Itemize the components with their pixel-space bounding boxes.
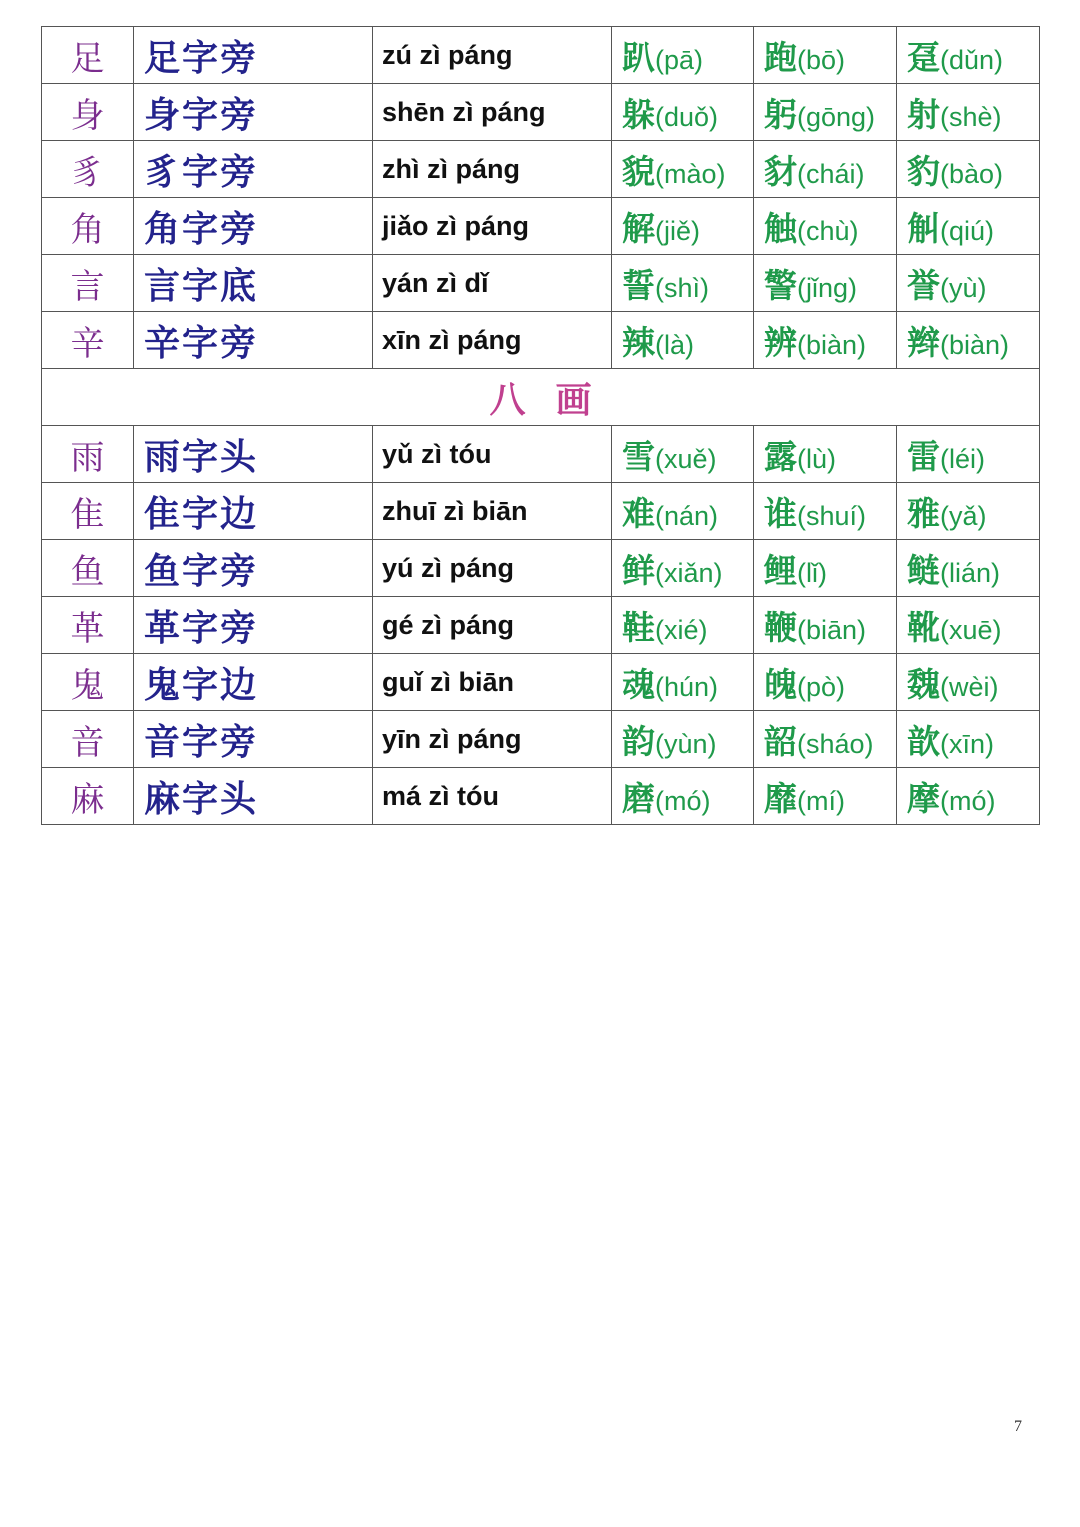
example-pinyin: (pā) [655, 44, 704, 75]
example-pinyin: (qiú) [940, 215, 995, 246]
example-char: 豺 [764, 151, 797, 191]
example-pinyin: (shuí) [797, 500, 867, 531]
example-cell [612, 84, 754, 141]
example-cell [754, 426, 897, 483]
radical-pinyin: jiǎo zì páng [373, 198, 612, 255]
example-cell [612, 27, 754, 84]
radical-name: 言字底 [134, 255, 373, 312]
example-cell [612, 654, 754, 711]
example-pinyin: (jiě) [655, 215, 700, 246]
example-char: 辣 [622, 322, 655, 362]
example-char: 鲢 [907, 550, 940, 590]
rows-before-section [42, 27, 1040, 369]
radical-char: 鬼 [42, 654, 134, 711]
example-pinyin: (biàn) [797, 329, 867, 360]
example-cell [754, 312, 897, 369]
radical-char: 音 [42, 711, 134, 768]
example-char: 谁 [764, 493, 797, 533]
example-char: 誓 [622, 265, 655, 305]
example-cell [754, 654, 897, 711]
example-pinyin: (nán) [655, 500, 719, 531]
radical-name: 鬼字边 [134, 654, 373, 711]
example-char: 魂 [622, 664, 655, 704]
section-heading: 八画 [42, 369, 1040, 426]
radical-pinyin: yǔ zì tóu [373, 426, 612, 483]
radical-pinyin: yīn zì páng [373, 711, 612, 768]
radical-char: 足 [42, 27, 134, 84]
radical-pinyin: zú zì páng [373, 27, 612, 84]
example-cell [754, 768, 897, 825]
example-pinyin: (yǎ) [940, 500, 987, 531]
example-char: 露 [764, 436, 797, 476]
radical-char: 身 [42, 84, 134, 141]
example-cell [754, 540, 897, 597]
example-char: 难 [622, 493, 655, 533]
radical-pinyin: yán zì dǐ [373, 255, 612, 312]
radical-name: 麻字头 [134, 768, 373, 825]
example-char: 雪 [622, 436, 655, 476]
example-cell [897, 198, 1040, 255]
example-char: 韵 [622, 721, 655, 761]
radical-row [42, 255, 1040, 312]
rows-after-section [42, 426, 1040, 825]
example-cell [612, 141, 754, 198]
example-char: 解 [622, 208, 655, 248]
example-pinyin: (mào) [655, 158, 726, 189]
example-cell [612, 540, 754, 597]
radical-char: 辛 [42, 312, 134, 369]
example-pinyin: (lián) [940, 557, 1001, 588]
example-pinyin: (yù) [940, 272, 987, 303]
example-char: 韶 [764, 721, 797, 761]
radical-table [41, 26, 1040, 825]
radical-char: 雨 [42, 426, 134, 483]
radical-pinyin: xīn zì páng [373, 312, 612, 369]
example-pinyin: (jǐng) [797, 272, 858, 303]
example-char: 跑 [764, 37, 797, 77]
example-pinyin: (mó) [655, 785, 711, 816]
example-cell [612, 255, 754, 312]
example-pinyin: (xié) [655, 614, 708, 645]
example-char: 躲 [622, 94, 655, 134]
example-cell [897, 255, 1040, 312]
radical-row [42, 597, 1040, 654]
radical-name: 身字旁 [134, 84, 373, 141]
example-pinyin: (chù) [797, 215, 859, 246]
example-char: 磨 [622, 778, 655, 818]
example-pinyin: (dǔn) [940, 44, 1004, 75]
example-cell [897, 312, 1040, 369]
radical-name: 足字旁 [134, 27, 373, 84]
example-char: 魏 [907, 664, 940, 704]
radical-pinyin: shēn zì páng [373, 84, 612, 141]
radical-char: 言 [42, 255, 134, 312]
example-cell [612, 768, 754, 825]
example-pinyin: (yùn) [655, 728, 717, 759]
example-pinyin: (mí) [797, 785, 845, 816]
example-cell [612, 483, 754, 540]
example-char: 靡 [764, 778, 797, 818]
radical-row [42, 312, 1040, 369]
radical-char: 麻 [42, 768, 134, 825]
example-char: 摩 [907, 778, 940, 818]
example-char: 鲤 [764, 550, 797, 590]
example-cell [897, 141, 1040, 198]
example-pinyin: (mó) [940, 785, 996, 816]
radical-char: 革 [42, 597, 134, 654]
page-number: 7 [1014, 1418, 1022, 1435]
example-cell [754, 27, 897, 84]
radical-row [42, 654, 1040, 711]
radical-row [42, 84, 1040, 141]
example-pinyin: (gōng) [797, 101, 876, 132]
radical-name: 音字旁 [134, 711, 373, 768]
radical-pinyin: zhuī zì biān [373, 483, 612, 540]
example-cell [612, 426, 754, 483]
example-pinyin: (shè) [940, 101, 1002, 132]
example-char: 触 [764, 208, 797, 248]
radical-name: 隹字边 [134, 483, 373, 540]
example-char: 躬 [764, 94, 797, 134]
example-char: 辫 [907, 322, 940, 362]
radical-pinyin: má zì tóu [373, 768, 612, 825]
example-char: 魄 [764, 664, 797, 704]
example-cell [897, 84, 1040, 141]
example-char: 趸 [907, 37, 940, 77]
example-char: 鞋 [622, 607, 655, 647]
example-char: 鲜 [622, 550, 655, 590]
example-cell [897, 27, 1040, 84]
radical-char: 角 [42, 198, 134, 255]
example-char: 貌 [622, 151, 655, 191]
section-heading-row-group [42, 369, 1040, 426]
example-cell [612, 711, 754, 768]
radical-row [42, 768, 1040, 825]
example-pinyin: (duǒ) [655, 101, 719, 132]
example-char: 觓 [907, 208, 940, 248]
radical-row [42, 426, 1040, 483]
example-pinyin: (shì) [655, 272, 709, 303]
example-pinyin: (pò) [797, 671, 846, 702]
example-cell [612, 312, 754, 369]
example-pinyin: (lù) [797, 443, 836, 474]
example-char: 雅 [907, 493, 940, 533]
example-cell [754, 141, 897, 198]
example-pinyin: (xīn) [940, 728, 994, 759]
example-pinyin: (biàn) [940, 329, 1010, 360]
example-cell [897, 483, 1040, 540]
radical-row [42, 483, 1040, 540]
example-char: 雷 [907, 436, 940, 476]
example-cell [612, 198, 754, 255]
example-char: 鞭 [764, 607, 797, 647]
example-cell [897, 426, 1040, 483]
example-char: 射 [907, 94, 940, 134]
example-pinyin: (hún) [655, 671, 719, 702]
example-char: 靴 [907, 607, 940, 647]
example-cell [612, 597, 754, 654]
example-cell [754, 198, 897, 255]
example-char: 辨 [764, 322, 797, 362]
example-char: 歆 [907, 721, 940, 761]
radical-pinyin: guǐ zì biān [373, 654, 612, 711]
example-cell [897, 654, 1040, 711]
example-char: 警 [764, 265, 797, 305]
example-cell [754, 597, 897, 654]
radical-row [42, 198, 1040, 255]
example-cell [754, 84, 897, 141]
example-char: 豹 [907, 151, 940, 191]
example-pinyin: (lǐ) [797, 557, 827, 588]
example-pinyin: (xiǎn) [655, 557, 723, 588]
radical-name: 角字旁 [134, 198, 373, 255]
radical-name: 豸字旁 [134, 141, 373, 198]
radical-char: 豸 [42, 141, 134, 198]
radical-pinyin: yú zì páng [373, 540, 612, 597]
radical-pinyin: gé zì páng [373, 597, 612, 654]
section-heading-row [42, 369, 1040, 426]
example-cell [754, 255, 897, 312]
example-pinyin: (là) [655, 329, 694, 360]
example-pinyin: (bào) [940, 158, 1004, 189]
example-pinyin: (bō) [797, 44, 846, 75]
example-pinyin: (biān) [797, 614, 867, 645]
example-pinyin: (wèi) [940, 671, 999, 702]
example-pinyin: (sháo) [797, 728, 874, 759]
example-pinyin: (léi) [940, 443, 985, 474]
radical-char: 鱼 [42, 540, 134, 597]
radical-name: 革字旁 [134, 597, 373, 654]
example-cell [754, 711, 897, 768]
radical-char: 隹 [42, 483, 134, 540]
radical-pinyin: zhì zì páng [373, 141, 612, 198]
radical-name: 辛字旁 [134, 312, 373, 369]
radical-row [42, 540, 1040, 597]
example-pinyin: (xuē) [940, 614, 1002, 645]
example-char: 趴 [622, 37, 655, 77]
example-cell [897, 540, 1040, 597]
radical-row [42, 141, 1040, 198]
example-pinyin: (xuě) [655, 443, 717, 474]
radical-name: 雨字头 [134, 426, 373, 483]
example-pinyin: (chái) [797, 158, 865, 189]
example-cell [897, 711, 1040, 768]
radical-row [42, 711, 1040, 768]
radical-name: 鱼字旁 [134, 540, 373, 597]
example-cell [897, 768, 1040, 825]
radical-row [42, 27, 1040, 84]
example-cell [754, 483, 897, 540]
example-char: 誉 [907, 265, 940, 305]
example-cell [897, 597, 1040, 654]
